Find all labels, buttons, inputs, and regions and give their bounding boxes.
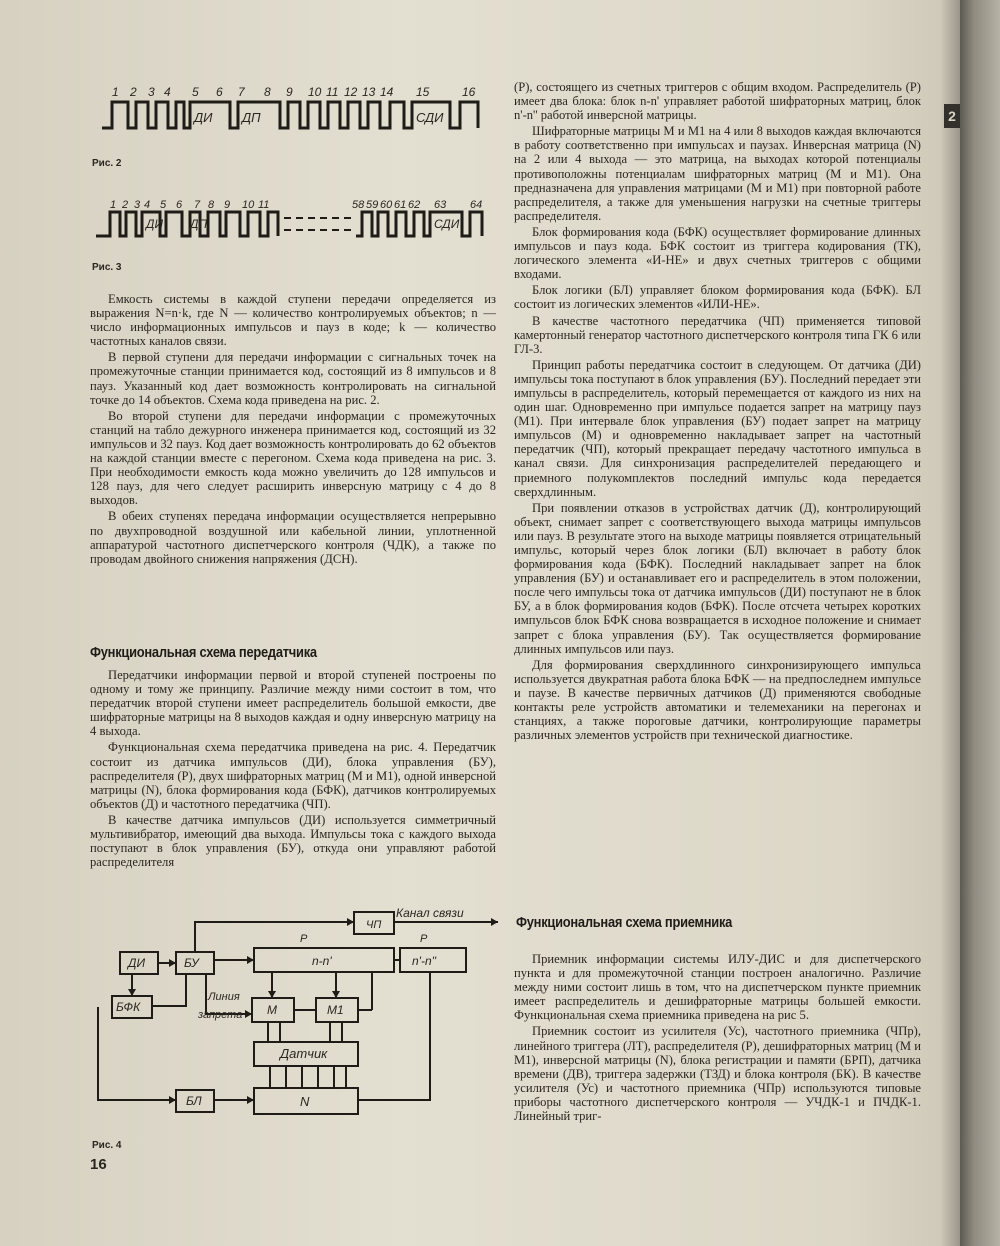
fig4-p2-label: Р [420,933,428,945]
line-loop-left [98,1007,176,1100]
tick-label: 15 [416,85,430,99]
tick-label: 4 [144,199,151,211]
paragraph: Приемник информации системы ИЛУ-ДИС и для диспетчерского пункта и для промежуточной станции построен аналогично. Различие между ними состоит лишь в том, что на диспетчерском пункте приемник имеет распределитель и дешифраторные матрицы большей емкости. Функциональная схема приемника приведена на рис 5. [514,952,921,1023]
fig3-tick-labels [110,199,482,211]
book-spine-shadow [960,0,1000,1246]
tick-label: 5 [160,199,167,211]
paragraph: При появлении отказов в устройствах датчик (Д), контролирующий объект, снимает запрет с соответствующего выхода матрицы импульсов или пауз. В результате этого на выходе матрицы появляется отрицательный импульс, который через блок логики (БЛ) включает в работу блок формирования кода (БФК). Последний накладывает запрет на блок управления (БУ) и останавливает его и распределитель в этом положении, после чего импульсы тока от датчика импульсов (ДИ) поступают не в блок БУ, а в блок формирования кодов (БФК). После отсчета четырех коротких импульсов блок БФК снова возвращается в исходное положение и снимает запрет с блока управления (БУ). Так осуществляется формирование длинных импульсов или пауз. [514,500,921,656]
tick-label: 1 [110,199,117,211]
paragraph: Приемник состоит из усилителя (Ус), частотного приемника (ЧПр), линейного триггера (ЛТ), распределителя (Р), дешифраторных матриц (М и М1), инверсной матрицы (N), блока регистрации и памяти (БРП), датчика времени (ДВ), триггера задержки (ТЗД) и блока контроля (БК). В качестве усилителя (Ус) и частотного приемника (ЧПр) используются типовые приборы частотного диспетчерского контроля — УЧДК-1 и ПЧДК-1. Линейный триг- [514,1024,921,1124]
fig2-pulse-diagram [90,82,490,152]
fig4-block-diagram [90,904,502,1136]
fig3-label-sdi: СДИ [434,217,460,231]
tick-label: 58 [352,199,365,211]
left-column-text [90,292,496,566]
fig3-waveform-left [96,212,278,236]
fig4-di-label: ДИ [128,956,146,970]
fig4-n1n2-label: n'-n'' [412,954,437,968]
fig4-m1-label: М1 [327,1003,344,1017]
chapter-edge-tab: 2 [944,104,960,128]
tick-label: 59 [366,199,379,211]
tick-label: 7 [194,199,201,211]
left-column-text-2 [90,668,496,869]
paragraph: Передатчики информации первой и второй ступеней построены по одному и тому же принципу. Различие между ними состоит в том, что передатчик второй ступени имеет распределитель большой емкости, две шифраторные матрицы на 8 выходов каждая и одну инверсную матрицу на 4 выхода. [90,668,496,739]
tick-label: 4 [164,85,171,99]
tick-label: 3 [148,85,155,99]
tick-label: 5 [192,85,199,99]
tick-label: 7 [238,85,245,99]
tick-label: 6 [216,85,223,99]
heading-receiver: Функциональная схема приемника [516,914,733,931]
fig3-label-di: ДИ [146,217,164,231]
heading-transmitter: Функциональная схема передатчика [90,644,317,661]
tick-label: 9 [224,199,231,211]
paragraph: (Р), состоящего из счетных триггеров с общим входом. Распределитель (Р) имеет два блока: блок n-n' управляет работой шифраторных матриц, блок n'-n'' работой инверсной матрицы. [514,80,921,123]
fig4-bfk-label: БФК [116,1000,141,1014]
fig2-label-dp: ДП [242,110,261,125]
paragraph: Блок логики (БЛ) управляет блоком формирования кода (БФК). БЛ состоит из логических элементов «ИЛИ-НЕ». [514,283,921,312]
paragraph: В качестве датчика импульсов (ДИ) используется симметричный мультивибратор, имеющий два выхода. Импульсы тока с каждого выхода поступают в блок управления (БУ), откуда они управляют работой распределителя [90,812,496,870]
fig4-m-label: М [267,1003,277,1017]
fig4-bl-label: БЛ [186,1094,202,1108]
fig4-datchik-label: Датчик [280,1046,328,1061]
tick-label: 61 [394,199,407,211]
paragraph: В обеих ступенях передача информации осуществляется непрерывно по двухпроводной воздушной или кабельной линии, уплотненной аппаратурой частотного диспетчерского контроля (ЧДК), а также по проводам двойного снижения напряжения (ДСН). [90,509,496,566]
tick-label: 12 [344,85,358,99]
right-column-text-2 [514,952,921,1123]
tick-label: 11 [258,199,270,211]
tick-label: 62 [408,199,421,211]
paragraph: Емкость системы в каждой ступени передачи определяется из выражения N=n·k, где N — количество контролируемых объектов; n — число информационных импульсов и пауз в коде; k — количество частотных каналов связи. [90,292,496,349]
fig4-zapreta-label: запрета [198,1009,243,1021]
paragraph: В качестве частотного передатчика (ЧП) применяется типовой камертонный генератор частотного диспетчерского контроля типа ГК 6 или ГЛ-3. [514,313,921,356]
fig4-canal-label: Канал связи [396,906,464,920]
page-number: 16 [90,1156,107,1173]
fig3-waveform-right [356,212,482,236]
tick-label: 3 [134,199,141,211]
paragraph: В первой ступени для передачи информации с сигнальных точек на промежуточные станции принимается код, состоящий из 8 импульсов и 8 пауз. Указанный код дает возможность контролировать на сигнальной точке до 14 объектов. Схема кода приведена на рис. 2. [90,350,496,407]
fig2-tick-labels [112,85,476,99]
fig4-n-label: N [300,1094,310,1109]
fig2-label-di: ДИ [194,110,213,125]
tick-label: 2 [130,85,137,99]
fig3-pulse-diagram [90,196,490,246]
fig4-nn1-label: n-n' [312,954,332,968]
line-right-return [358,972,430,1100]
tick-label: 10 [242,199,255,211]
fig2-caption: Рис. 2 [92,158,122,169]
tick-label: 2 [122,199,129,211]
tick-label: 16 [462,85,476,99]
paragraph: Принцип работы передатчика состоит в следующем. От датчика (ДИ) импульсы тока поступают в блок управления (БУ). Последний передает эти импульсы в распределитель, который перемещается от каждого из них на один шаг. Одновременно при импульсе подается запрет на матрицу пауз (М1). При интервале блок управления (БУ) подает запрет на матрицу импульсов (М) и одновременно накладывает запрет на частотный передатчик (ЧП), который прекращает передачу частотного импульса в канал связи. Для синхронизация распределителей передающего и приемного полукомплектов последний импульс кода передается сверхдлинным. [514,357,921,499]
fig3-label-dp: ДП [190,217,208,231]
fig2-label-sdi: СДИ [416,110,444,125]
right-column-text [514,80,921,742]
tick-label: 6 [176,199,183,211]
paragraph: Для формирования сверхдлинного синхронизирующего импульса используется двукратная работа блока БФК — на предпоследнем импульсе и паузе. В качестве первичных датчиков (Д) применяются свободные контакты реле устройств автоматики и телемеханики на перегонах и станциях, а также пороговые датчики, контролирующие параметры различных элементов устройств при технической диагностике. [514,657,921,743]
fig4-chp-label: ЧП [366,919,382,931]
paragraph: Функциональная схема передатчика приведена на рис. 4. Передатчик состоит из датчика импульсов (ДИ), блока управления (БУ), распределителя (Р), двух шифраторных матриц (М и М1), одной инверсной матрицы (N), блока формирования кода (БФК), датчиков контролируемых объектов (Д) и частотного передатчика (ЧП). [90,740,496,811]
fig4-p1-label: Р [300,933,308,945]
tick-label: 8 [208,199,215,211]
paragraph: Во второй ступени для передачи информации с промежуточных станций на табло дежурного инженера принимается код, состоящий из 32 импульсов и 32 пауз. Код дает возможность контролировать до 62 объектов на каждой станции вместе с перегоном. Схема кода приведена на рис. 3. При необходимости емкость кода можно увеличить до 128 импульсов и 128 пауз, для чего следует расширить инверсную матрицу с 4 до 8 выходов. [90,408,496,508]
tick-label: 10 [308,85,322,99]
tick-label: 63 [434,199,447,211]
tick-label: 14 [380,85,394,99]
tick-label: 8 [264,85,271,99]
tick-label: 60 [380,199,393,211]
tick-label: 11 [326,85,339,99]
paragraph: Шифраторные матрицы М и М1 на 4 или 8 выходов каждая включаются в работу соответственно при импульсах и паузах. Инверсная матрица (N) на 2 или 4 выхода — это матрица, на выходах которой потенциалы противоположны потенциалам шифраторных матриц (М и М1). Она предназначена для управления матрицами (М и М1) при повторной работе распределителя, а также для уменьшения нагрузки на счетные триггеры распределителя. [514,124,921,223]
fig3-caption: Рис. 3 [92,262,122,273]
tick-label: 13 [362,85,376,99]
tick-label: 64 [470,199,483,211]
fig4-caption: Рис. 4 [92,1140,122,1151]
line-bfk-bu [152,974,186,1006]
tick-label: 1 [112,85,119,99]
tick-label: 9 [286,85,293,99]
paragraph: Блок формирования кода (БФК) осуществляет формирование длинных импульсов и пауз кода. БФК состоит из триггера кодирования (ТК), логического элемента «И-НЕ» и двух счетных триггеров с общими входами. [514,224,921,282]
fig4-bu-label: БУ [184,956,199,970]
fig4-liniya-label: Линия [208,991,240,1003]
